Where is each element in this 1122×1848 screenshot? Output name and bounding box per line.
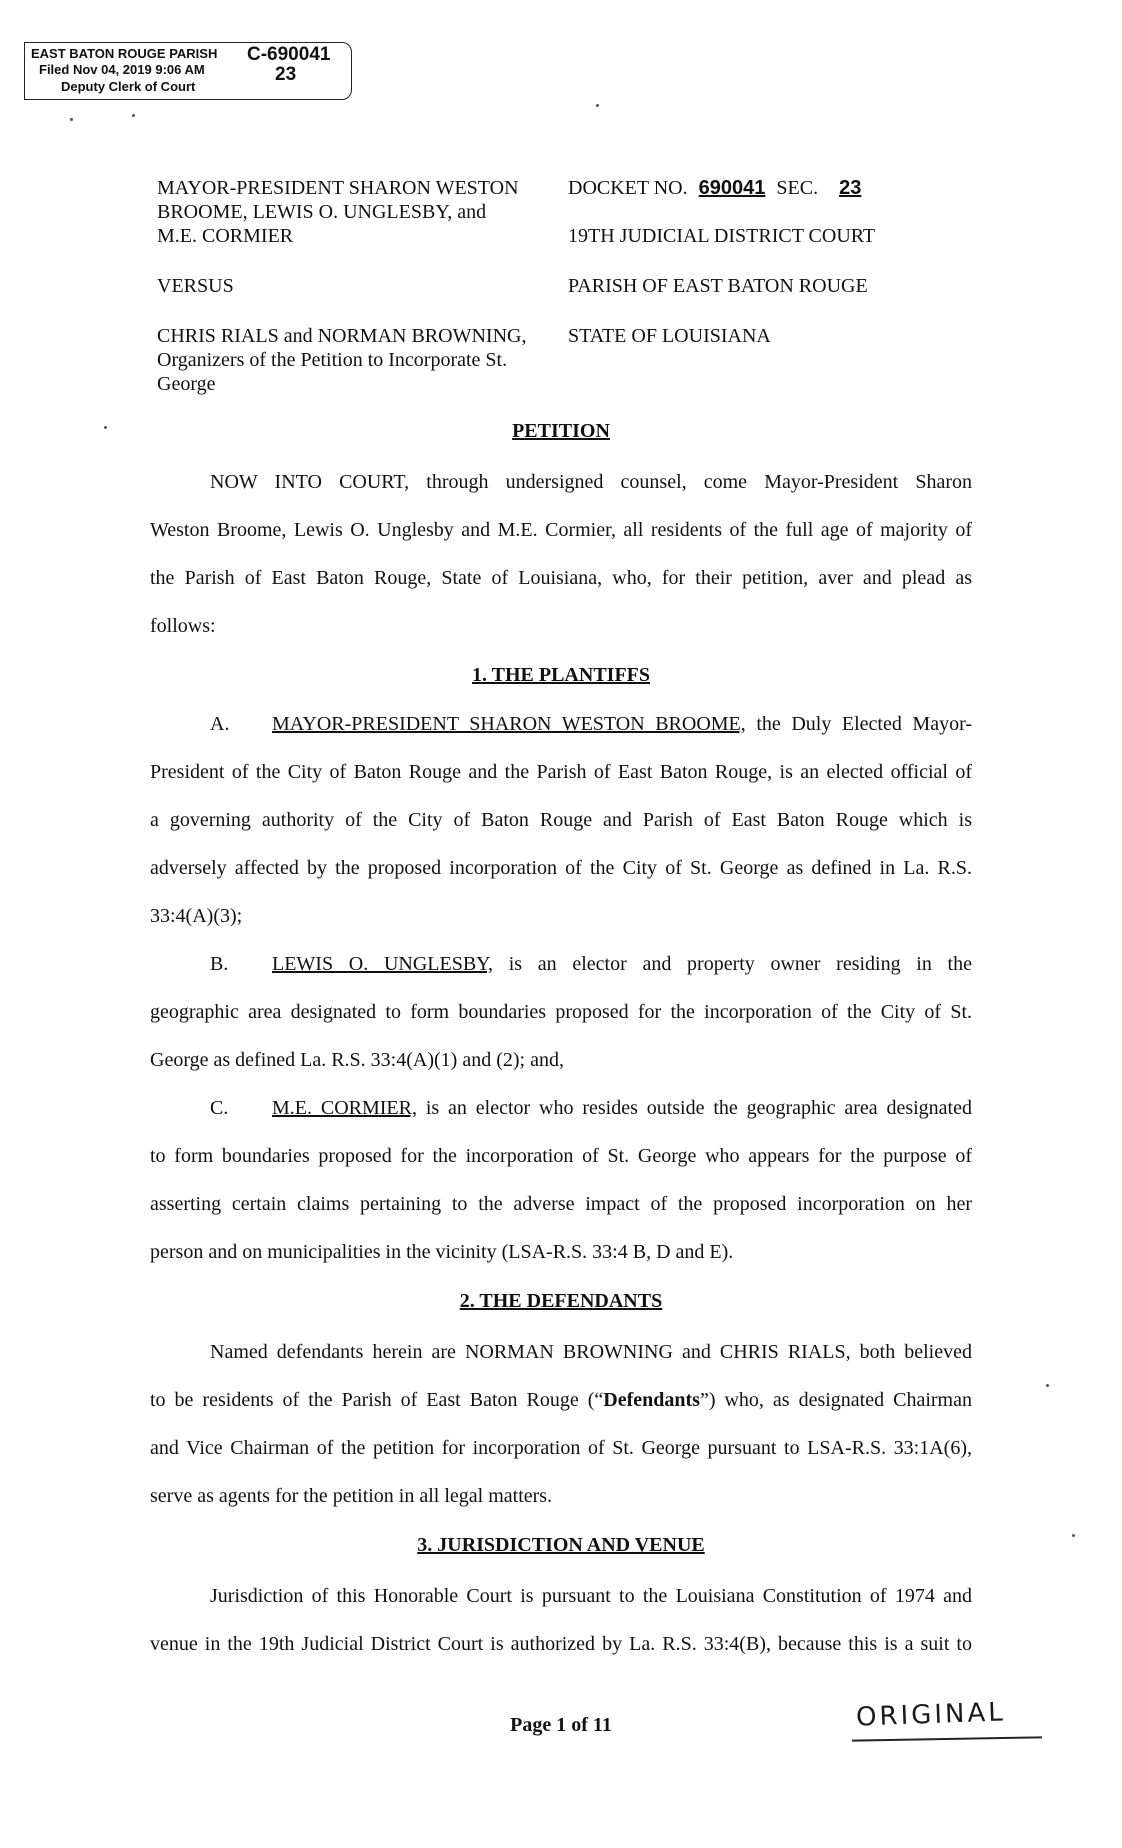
paragraph-line: venue in the 19th Judicial District Court is authorized by La. R.S. 33:4(B), because this is a suit to [150, 1633, 972, 1655]
stamp-parish: EAST BATON ROUGE PARISH [31, 46, 218, 61]
stamp-deputy: Deputy Clerk of Court [61, 79, 196, 94]
docket-label: DOCKET NO. [568, 177, 688, 199]
defendant-line-2: Organizers of the Petition to Incorporate St. [157, 349, 508, 371]
state-name: STATE OF LOUISIANA [568, 325, 771, 347]
scan-speck [1072, 1534, 1075, 1537]
page-number: Page 1 of 11 [510, 1714, 612, 1736]
defendants-definition-line [150, 1388, 972, 1412]
paragraph-line: geographic area designated to form boundaries proposed for the incorporation of the City of St. [150, 1001, 972, 1023]
stamp-text [31, 46, 217, 78]
scan-speck [104, 426, 107, 429]
court-name: 19TH JUDICIAL DISTRICT COURT [568, 225, 876, 247]
plaintiff-c-first-line [210, 1096, 972, 1120]
item-label: A. [210, 713, 230, 735]
section-3-heading: 3. JURISDICTION AND VENUE [417, 1534, 705, 1556]
section-2-heading: 2. THE DEFENDANTS [459, 1290, 663, 1312]
versus-label: VERSUS [157, 275, 234, 297]
plaintiff-b-text: is an elector and property owner residing in the [493, 953, 972, 975]
docket-number: 690041 [698, 177, 766, 199]
plaintiff-line-2: BROOME, LEWIS O. UNGLESBY, and [157, 201, 487, 223]
plaintiff-c-name: M.E. CORMIER, [272, 1097, 417, 1119]
scan-speck [132, 114, 135, 117]
paragraph-line: a governing authority of the City of Baton Rouge and Parish of East Baton Rouge which is [150, 809, 972, 831]
item-label: B. [210, 953, 229, 975]
docket-line [568, 176, 877, 200]
plaintiff-line-1: MAYOR-PRESIDENT SHARON WESTON [157, 177, 519, 199]
intro-line: follows: [150, 615, 216, 637]
scan-speck [596, 104, 599, 107]
defendants-term: Defendants [603, 1389, 700, 1411]
handwritten-original-mark: ORIGINAL [855, 1697, 1007, 1733]
plaintiff-a-name: MAYOR-PRESIDENT SHARON WESTON BROOME, [272, 713, 746, 735]
stamp-section: 23 [275, 64, 297, 85]
item-label: C. [210, 1097, 229, 1119]
paragraph-line: 33:4(A)(3); [150, 905, 243, 927]
paragraph-line: George as defined La. R.S. 33:4(A)(1) and (2); and, [150, 1049, 564, 1071]
plaintiff-b-first-line [210, 952, 972, 976]
plaintiff-line-3: M.E. CORMIER [157, 225, 294, 247]
defendant-line-1: CHRIS RIALS and NORMAN BROWNING, [157, 325, 527, 347]
paragraph-line: adversely affected by the proposed incorporation of the City of St. George as defined in La. R.S. [150, 857, 972, 879]
intro-line: Weston Broome, Lewis O. Unglesby and M.E. Cormier, all residents of the full age of majority of [150, 519, 972, 541]
document-title: PETITION [512, 420, 610, 442]
paragraph-line: Jurisdiction of this Honorable Court is pursuant to the Louisiana Constitution of 1974 and [210, 1585, 972, 1607]
stamp-filed: Filed Nov 04, 2019 9:06 AM [39, 62, 205, 77]
handwritten-underline [852, 1736, 1042, 1741]
intro-line: NOW INTO COURT, through undersigned counsel, come Mayor-President Sharon [210, 471, 972, 493]
paragraph-line: to form boundaries proposed for the incorporation of St. George who appears for the purpose of [150, 1145, 972, 1167]
scan-speck [70, 118, 73, 121]
defendants-text-pre: to be residents of the Parish of East Baton Rouge (“ [150, 1389, 604, 1411]
plaintiff-c-text: is an elector who resides outside the geographic area designated [416, 1097, 972, 1119]
paragraph-line: Named defendants herein are NORMAN BROWNING and CHRIS RIALS, both believed [210, 1341, 972, 1363]
defendants-text-post: ”) who, as designated Chairman [699, 1389, 972, 1411]
plaintiff-a-first-line [210, 712, 972, 736]
section-1-heading: 1. THE PLANTIFFS [472, 664, 650, 686]
scan-speck [1046, 1384, 1049, 1387]
sec-number: 23 [839, 177, 862, 199]
paragraph-line: and Vice Chairman of the petition for incorporation of St. George pursuant to LSA-R.S. 33:1A(6), [150, 1437, 972, 1459]
paragraph-line: person and on municipalities in the vicinity (LSA-R.S. 33:4 B, D and E). [150, 1241, 734, 1263]
defendant-line-3: George [157, 373, 216, 395]
stamp-case-number: C-690041 [247, 44, 331, 65]
plaintiff-b-name: LEWIS O. UNGLESBY, [272, 953, 494, 975]
paragraph-line: serve as agents for the petition in all legal matters. [150, 1485, 553, 1507]
filing-stamp [24, 42, 352, 100]
parish-name: PARISH OF EAST BATON ROUGE [568, 275, 868, 297]
paragraph-line: asserting certain claims pertaining to the adverse impact of the proposed incorporation on her [150, 1193, 972, 1215]
sec-label: SEC. [776, 177, 819, 199]
plaintiff-a-text: the Duly Elected Mayor- [745, 713, 972, 735]
paragraph-line: President of the City of Baton Rouge and the Parish of East Baton Rouge, is an elected official of [150, 761, 972, 783]
intro-line: the Parish of East Baton Rouge, State of Louisiana, who, for their petition, aver and plead as [150, 567, 972, 589]
